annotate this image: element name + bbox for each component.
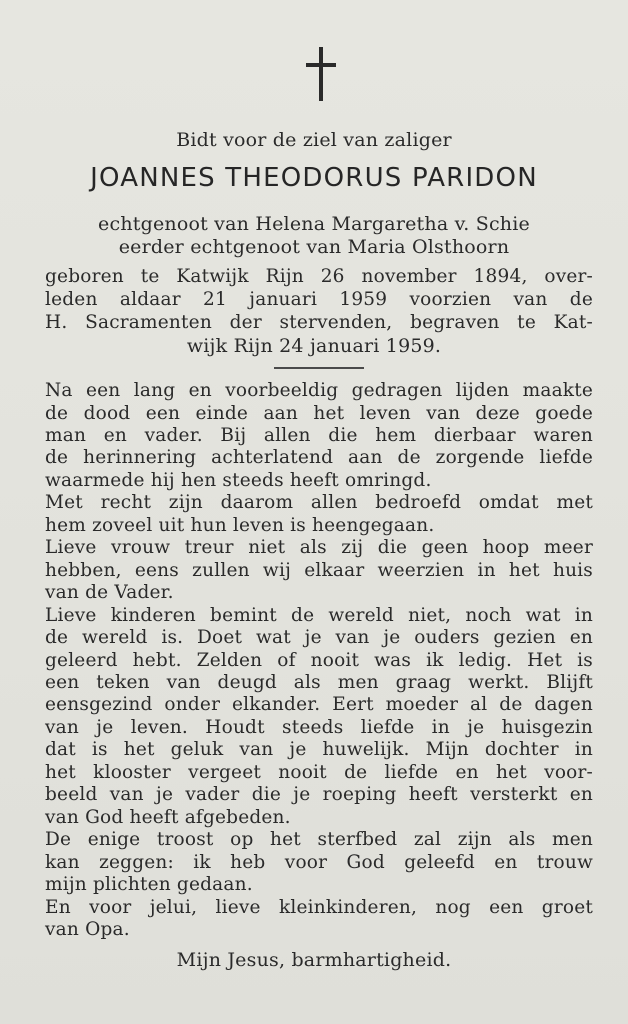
body-line-9: hebben, eens zullen wij elkaar weerzien in het huis xyxy=(45,560,593,581)
divider xyxy=(274,367,364,369)
bio-line-2: leden aldaar 21 januari 1959 voorzien van de xyxy=(45,289,593,310)
body-line-4: de herinnering achterlatend aan de zorgende liefde xyxy=(45,447,593,468)
bio-line-3: H. Sacramenten der stervenden, begraven te Kat- xyxy=(45,312,593,333)
closing-prayer: Mijn Jesus, barmhartigheid. xyxy=(176,949,452,971)
body-line-1: Na een lang en voorbeeldig gedragen lijden maakte xyxy=(45,380,593,401)
body-line-17: dat is het geluk van je huwelijk. Mijn dochter in xyxy=(45,739,593,760)
body-line-21: De enige troost op het sterfbed zal zijn als men xyxy=(45,829,593,850)
body-line-7: hem zoveel uit hun leven is heengegaan. xyxy=(45,515,435,536)
body-line-22: kan zeggen: ik heb voor God geleefd en trouw xyxy=(45,852,593,873)
body-line-18: het klooster vergeet nooit de liefde en het voor- xyxy=(45,762,593,783)
body-line-15: eensgezind onder elkander. Eert moeder al de dagen xyxy=(45,694,593,715)
body-line-2: de dood een einde aan het leven van deze goede xyxy=(45,403,593,424)
body-line-10: van de Vader. xyxy=(45,582,174,603)
body-line-24: En voor jelui, lieve kleinkinderen, nog een groet xyxy=(45,897,593,918)
body-line-16: van je leven. Houdt steeds liefde in je huisgezin xyxy=(45,717,593,738)
bio-line-4: wijk Rijn 24 januari 1959. xyxy=(186,335,442,357)
body-line-5: waarmede hij hen steeds heeft omringd. xyxy=(45,470,432,491)
body-line-20: van God heeft afgebeden. xyxy=(45,807,291,828)
body-line-8: Lieve vrouw treur niet als zij die geen hoop meer xyxy=(45,537,593,558)
body-line-25: van Opa. xyxy=(45,919,130,940)
spouse-line-2: eerder echtgenoot van Maria Olsthoorn xyxy=(118,236,510,258)
bio-line-1: geboren te Katwijk Rijn 26 november 1894, over- xyxy=(45,266,593,287)
spouse-line-1: echtgenoot van Helena Margaretha v. Schie xyxy=(98,213,530,235)
body-line-12: de wereld is. Doet wat je van je ouders gezien en xyxy=(45,627,593,648)
body-line-11: Lieve kinderen bemint de wereld niet, noch wat in xyxy=(45,605,593,626)
body-line-3: man en vader. Bij allen die hem dierbaar waren xyxy=(45,425,593,446)
body-line-6: Met recht zijn daarom allen bedroefd omdat met xyxy=(45,492,593,513)
deceased-name: JOANNES THEODORUS PARIDON xyxy=(90,163,538,193)
body-line-19: beeld van je vader die je roeping heeft versterkt en xyxy=(45,784,593,805)
body-line-14: een teken van deugd als men graag werkt. Blijft xyxy=(45,672,593,693)
body-line-23: mijn plichten gedaan. xyxy=(45,874,253,895)
body-line-13: geleerd hebt. Zelden of nooit was ik ledig. Het is xyxy=(45,650,593,671)
prayer-header: Bidt voor de ziel van zaliger xyxy=(176,129,452,151)
cross-icon xyxy=(306,47,336,103)
